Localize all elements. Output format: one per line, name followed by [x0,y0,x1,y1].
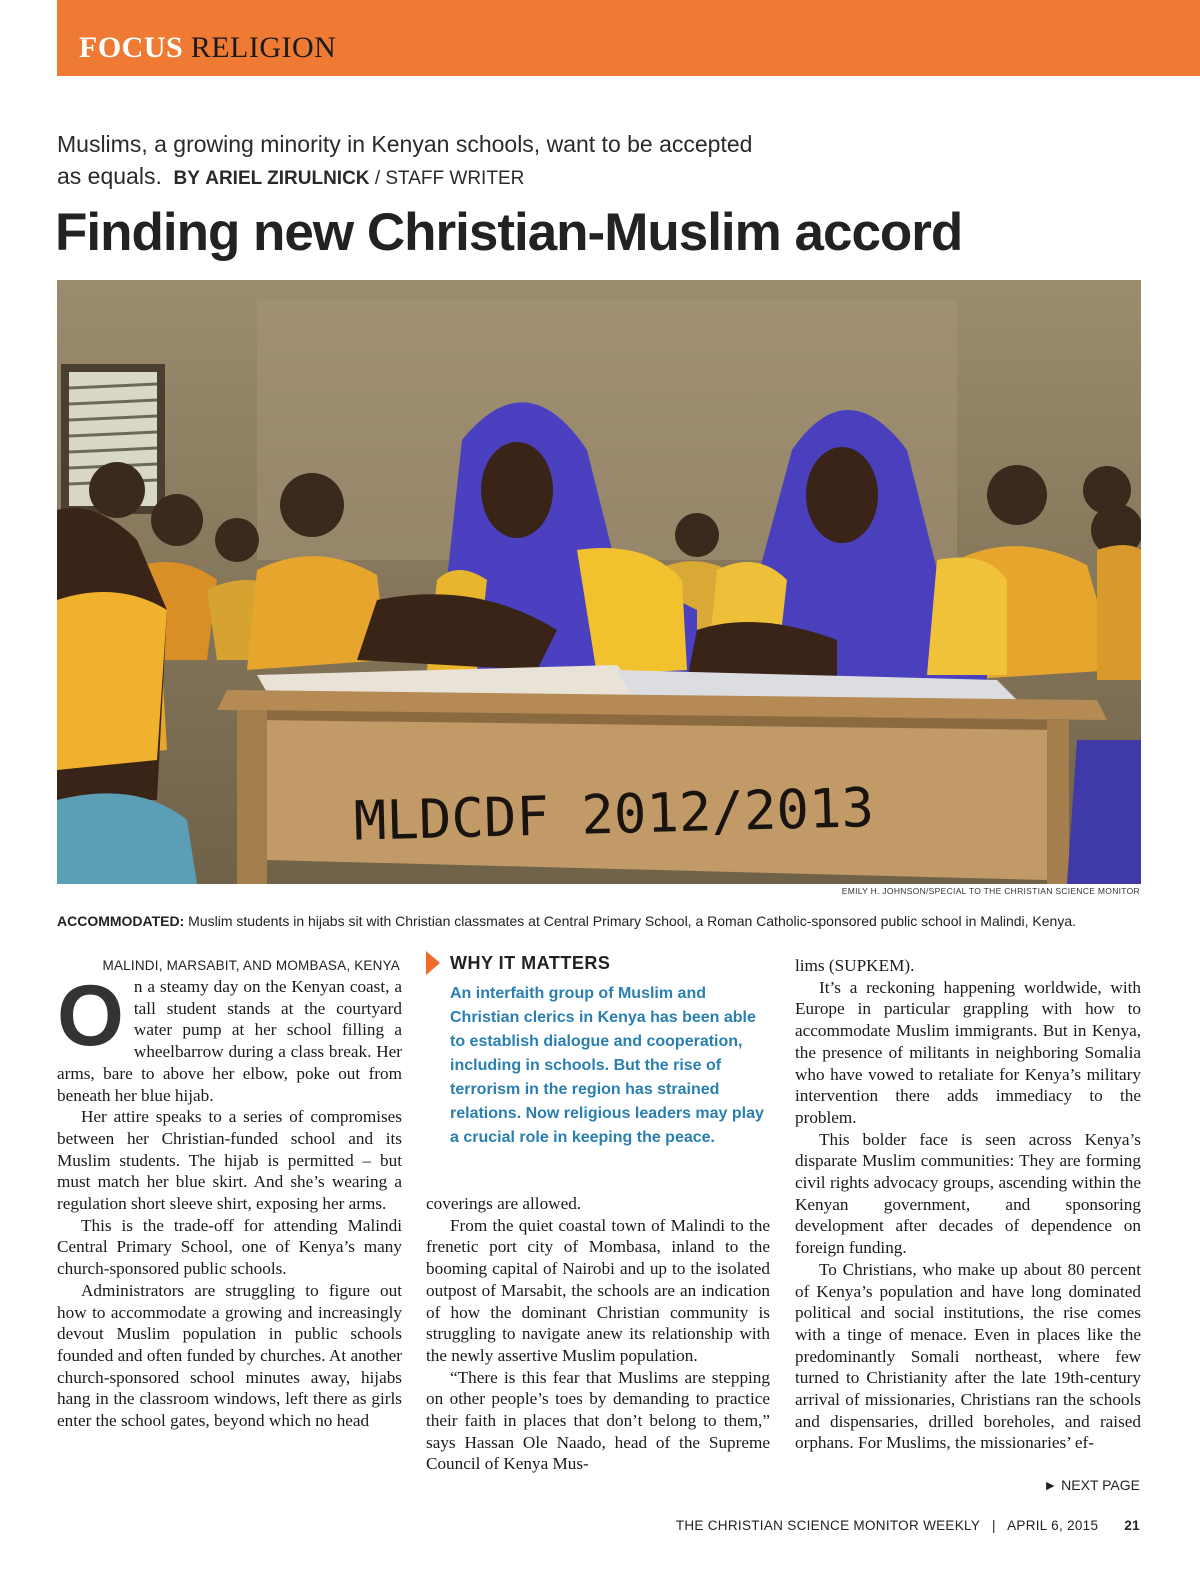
article-column-2 [426,1193,770,1475]
drop-cap: O [57,968,124,1064]
paragraph: coverings are allowed. [426,1194,582,1213]
dek-text: Muslims, a growing minority in Kenyan schools, want to be accepted as equals. [57,131,753,189]
article-column-3 [795,955,1141,1454]
section-label [79,30,336,66]
article-column-1 [57,955,402,1432]
page-number: 21 [1124,1518,1140,1533]
author-role: / STAFF WRITER [374,168,525,189]
paragraph: It’s a reckoning happening worldwide, with Europe in particular grappling with how to accommodate Muslim immigrants. But in Kenya, the presence of militants in neighboring Somalia who have vowed to retaliate for Kenya’s military intervention there adds immediacy to the problem. [795,977,1141,1127]
classroom-photo [57,280,1141,884]
paragraph: Administrators are struggling to figure out how to accommodate a growing and increasingly devout Muslim population in public schools founded and often funded by churches. At another church-sponsored school minutes away, hijabs hang in the classroom windows, left there as girls enter the school gates, beyond which no head [57,1280,402,1431]
paragraph [57,968,402,1106]
paragraph: lims (SUPKEM). [795,956,915,975]
dateline: MALINDI, MARSABIT, AND MOMBASA, KENYA [102,958,400,973]
issue-date: APRIL 6, 2015 [1007,1518,1099,1533]
byline-prefix: BY [173,168,200,189]
caption-text: Muslim students in hijabs sit with Christian classmates at Central Primary School, a Roman Catholic-sponsored public school in Malindi, Kenya. [188,913,1076,929]
page-footer [676,1517,1140,1535]
section-name: RELIGION [190,31,337,64]
publication-name: THE CHRISTIAN SCIENCE MONITOR WEEKLY [675,1518,980,1533]
paragraph: This bolder face is seen across Kenya’s disparate Muslim communities: They are forming civil rights advocacy groups, ascending within the Kenyan government, and sponsoring development after decades of dependence on foreign funding. [795,1129,1141,1258]
paragraph: From the quiet coastal town of Malindi to the frenetic port city of Mombasa, inland to the booming capital of Nairobi and up to the isolated outpost of Marsabit, the schools are an indication of how the dominant Christian community is struggling to navigate anew its relationship with the newly assertive Muslim population. [426,1215,770,1365]
paragraph: This is the trade-off for attending Malindi Central Primary School, one of Kenya’s many church-sponsored public schools. [57,1215,402,1279]
paragraph: “There is this fear that Muslims are stepping on other people’s toes by demanding to practice their faith in places that don’t belong to them,” says Hassan Ole Naado, head of the Supreme Council of Kenya Mus- [426,1367,770,1474]
play-arrow-icon [426,951,440,975]
footer-separator: | [991,1518,996,1533]
why-it-matters-box [426,950,770,1150]
paragraph-text: n a steamy day on the Kenyan coast, a tall student stands at the courtyard water pump at her school filling a wheelbarrow during a class break. Her arms, bare to above her elbow, poke out from beneath her blue hijab. [57,977,402,1105]
why-it-matters-title [426,950,770,976]
desk-inscription: MLDCDF 2012/2013 [353,776,875,853]
author-name: ARIEL ZIRULNICK [205,168,370,189]
why-it-matters-label: WHY IT MATTERS [450,953,611,973]
byline [168,168,524,189]
why-it-matters-text: An interfaith group of Muslim and Christian clerics in Kenya has been able to establish dialogue and cooperation, including in schools. But the rise of terrorism in the region has strained relations. Now religious leaders may play a crucial role in keeping the peace. [450,985,764,1146]
paragraph: To Christians, who make up about 80 percent of Kenya’s population and have long dominated political and social institutions, the rise comes with a tinge of menace. Even in places like the predominantly Somali northeast, where few turned to Christianity after the late 19th-century arrival of missionaries, Christians ran the schools and dispensaries, drilled boreholes, and raised orphans. For Muslims, the missionaries’ ef- [795,1259,1141,1453]
next-page-link[interactable]: ► NEXT PAGE [1043,1477,1140,1493]
section-banner [57,0,1200,76]
focus-label: FOCUS [79,31,184,64]
photo-caption [57,910,1147,932]
article-dek [57,128,757,195]
headline: Finding new Christian-Muslim accord [55,203,963,262]
caption-label: ACCOMMODATED: [57,913,185,929]
paragraph: Her attire speaks to a series of compromises between her Christian-funded school and its Muslim students. The hijab is permitted – but must match her blue skirt. And she’s wearing a regulation short sleeve shirt, exposing her arms. [57,1107,402,1214]
photo-credit: EMILY H. JOHNSON/SPECIAL TO THE CHRISTIAN SCIENCE MONITOR [841,886,1140,896]
article-photo [57,280,1141,884]
